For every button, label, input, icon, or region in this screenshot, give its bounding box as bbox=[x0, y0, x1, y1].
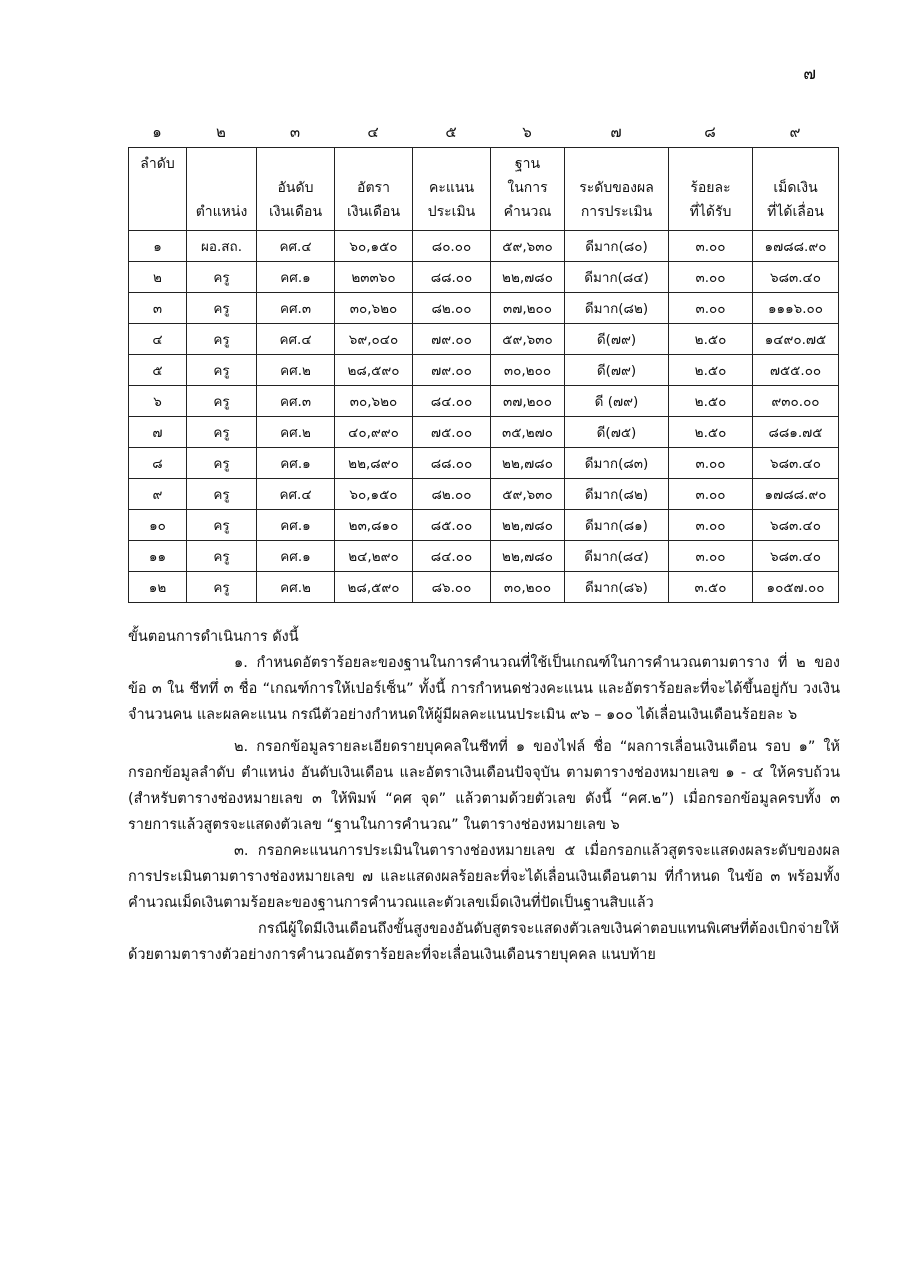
cell-amount: ๖๘๓.๔๐ bbox=[753, 510, 839, 541]
cell-amount: ๘๘๑.๗๕ bbox=[753, 417, 839, 448]
cell-base: ๒๒,๗๘๐ bbox=[491, 262, 565, 293]
cell-level: ดีมาก(๘๓) bbox=[565, 448, 669, 479]
cell-rank: คศ.๔ bbox=[257, 231, 335, 262]
cell-score: ๗๙.๐๐ bbox=[413, 355, 491, 386]
cell-base: ๕๙,๖๓๐ bbox=[491, 231, 565, 262]
cell-percent: ๒.๕๐ bbox=[669, 417, 753, 448]
cell-rank: คศ.๒ bbox=[257, 417, 335, 448]
cell-level: ดี(๗๙) bbox=[565, 324, 669, 355]
cell-no: ๕ bbox=[129, 355, 187, 386]
table-row bbox=[129, 324, 839, 355]
table-row bbox=[129, 293, 839, 324]
cell-no: ๓ bbox=[129, 293, 187, 324]
cell-amount: ๑๑๑๖.๐๐ bbox=[753, 293, 839, 324]
column-number: ๓ bbox=[289, 123, 301, 141]
column-number: ๘ bbox=[704, 123, 716, 141]
cell-position: ครู bbox=[187, 510, 257, 541]
cell-amount: ๙๓๐.๐๐ bbox=[753, 386, 839, 417]
cell-level: ดีมาก(๘๑) bbox=[565, 510, 669, 541]
table-row bbox=[129, 417, 839, 448]
cell-salary: ๒๔,๒๙๐ bbox=[335, 541, 413, 572]
instruction-step-1: ๑. กำหนดอัตราร้อยละของฐานในการคำนวณที่ใช้เป็นเกณฑ์ในการคำนวณตามตาราง ที่ ๒ ของข้อ ๓ ใน ชีททึ่ ๓ ชื่อ “เกณฑ์การให้เปอร์เซ็น” ทั้งนี้ การกำหนดช่วงคะแนน และอัตราร้อยละที่จะได้ขึ้นอยู่กับ วงเงิน จำนวนคน และผลคะแนน กรณีตัวอย่างกำหนดให้ผู้มีผลคะแนนประเมิน ๙๖ – ๑๐๐ ได้เลื่อนเงินเดือนร้อยละ ๖ bbox=[128, 655, 840, 723]
cell-level: ดีมาก(๘๒) bbox=[565, 479, 669, 510]
cell-position: ครู bbox=[187, 572, 257, 603]
header-salary: อัตรา เงินเดือน bbox=[335, 148, 413, 231]
cell-salary: ๒๘,๕๙๐ bbox=[335, 572, 413, 603]
cell-no: ๑๑ bbox=[129, 541, 187, 572]
cell-percent: ๓.๐๐ bbox=[669, 293, 753, 324]
cell-level: ดีมาก(๘๒) bbox=[565, 293, 669, 324]
cell-percent: ๓.๐๐ bbox=[669, 262, 753, 293]
cell-salary: ๒๓,๘๑๐ bbox=[335, 510, 413, 541]
cell-amount: ๑๗๘๘.๙๐ bbox=[753, 231, 839, 262]
cell-no: ๒ bbox=[129, 262, 187, 293]
cell-level: ดี (๗๙) bbox=[565, 386, 669, 417]
cell-base: ๓๗,๒๐๐ bbox=[491, 293, 565, 324]
cell-score: ๘๘.๐๐ bbox=[413, 262, 491, 293]
header-no: ลำดับ bbox=[129, 148, 187, 231]
cell-position: ครู bbox=[187, 448, 257, 479]
cell-rank: คศ.๔ bbox=[257, 479, 335, 510]
cell-salary: ๒๒,๘๙๐ bbox=[335, 448, 413, 479]
cell-base: ๓๕,๒๗๐ bbox=[491, 417, 565, 448]
cell-score: ๘๕.๐๐ bbox=[413, 510, 491, 541]
header-amount: เม็ดเงิน ที่ได้เลื่อน bbox=[753, 148, 839, 231]
cell-position: ครู bbox=[187, 479, 257, 510]
cell-position: ครู bbox=[187, 324, 257, 355]
table-row bbox=[129, 231, 839, 262]
cell-base: ๕๙,๖๓๐ bbox=[491, 324, 565, 355]
cell-position: ครู bbox=[187, 355, 257, 386]
column-number: ๙ bbox=[789, 123, 801, 141]
cell-base: ๕๙,๖๓๐ bbox=[491, 479, 565, 510]
cell-score: ๗๕.๐๐ bbox=[413, 417, 491, 448]
cell-rank: คศ.๑ bbox=[257, 541, 335, 572]
header-score: คะแนน ประเมิน bbox=[413, 148, 491, 231]
cell-salary: ๔๐,๙๙๐ bbox=[335, 417, 413, 448]
cell-amount: ๖๘๓.๔๐ bbox=[753, 448, 839, 479]
table-row bbox=[129, 448, 839, 479]
cell-no: ๖ bbox=[129, 386, 187, 417]
cell-percent: ๓.๐๐ bbox=[669, 510, 753, 541]
cell-score: ๘๖.๐๐ bbox=[413, 572, 491, 603]
instructions bbox=[128, 624, 840, 968]
cell-salary: ๖๐,๑๕๐ bbox=[335, 479, 413, 510]
cell-score: ๗๙.๐๐ bbox=[413, 324, 491, 355]
cell-rank: คศ.๑ bbox=[257, 262, 335, 293]
header-percent: ร้อยละ ที่ได้รับ bbox=[669, 148, 753, 231]
cell-salary: ๓๐,๖๒๐ bbox=[335, 293, 413, 324]
instruction-note: กรณีผู้ใดมีเงินเดือนถึงขั้นสูงของอันดับสูตรจะแสดงตัวเลขเงินค่าตอบแทนพิเศษที่ต้องเบิกจ่ายให้ด้วยตามตารางตัวอย่างการคำนวณอัตราร้อยละที่จะเลื่อนเงินเดือนรายบุคคล แนบท้าย bbox=[128, 921, 840, 963]
column-number: ๑ bbox=[152, 123, 162, 141]
cell-no: ๘ bbox=[129, 448, 187, 479]
column-number: ๔ bbox=[367, 123, 379, 141]
cell-no: ๙ bbox=[129, 479, 187, 510]
cell-position: ผอ.สถ. bbox=[187, 231, 257, 262]
cell-base: ๓๗,๒๐๐ bbox=[491, 386, 565, 417]
cell-score: ๘๒.๐๐ bbox=[413, 293, 491, 324]
cell-percent: ๒.๕๐ bbox=[669, 324, 753, 355]
cell-base: ๒๒,๗๘๐ bbox=[491, 510, 565, 541]
cell-rank: คศ.๓ bbox=[257, 293, 335, 324]
cell-amount: ๑๔๙๐.๗๕ bbox=[753, 324, 839, 355]
cell-salary: ๒๓๓๖๐ bbox=[335, 262, 413, 293]
cell-level: ดีมาก(๘๔) bbox=[565, 262, 669, 293]
salary-table bbox=[128, 147, 839, 603]
table-row bbox=[129, 355, 839, 386]
table-body bbox=[129, 231, 839, 603]
cell-no: ๑๒ bbox=[129, 572, 187, 603]
cell-level: ดีมาก(๘๔) bbox=[565, 541, 669, 572]
table-header-row bbox=[129, 148, 839, 231]
cell-score: ๘๐.๐๐ bbox=[413, 231, 491, 262]
cell-rank: คศ.๓ bbox=[257, 386, 335, 417]
instructions-heading: ขั้นตอนการดำเนินการ ดังนี้ bbox=[128, 629, 299, 645]
cell-score: ๘๒.๐๐ bbox=[413, 479, 491, 510]
instruction-step-2: ๒. กรอกข้อมูลรายละเอียดรายบุคคลในชีทที่ ๑ ของไฟล์ ชื่อ “ผลการเลื่อนเงินเดือน รอบ ๑” ให้กรอกข้อมูลลำดับ ตำแหน่ง อันดับเงินเดือน และอัตราเงินเดือนปัจจุบัน ตามตารางช่องหมายเลข ๑ - ๔ ให้ครบถ้วน (สำหรับตารางช่องหมายเลข ๓ ให้พิมพ์ “คศ จุด” แล้วตามด้วยตัวเลข ดังนี้ “คศ.๒”) เมื่อกรอกข้อมูลครบทั้ง ๓ รายการแล้วสูตรจะแสดงตัวเลข “ฐานในการคำนวณ” ในตารางช่องหมายเลข ๖ bbox=[128, 739, 840, 833]
table-row bbox=[129, 572, 839, 603]
cell-percent: ๒.๕๐ bbox=[669, 355, 753, 386]
cell-percent: ๓.๐๐ bbox=[669, 479, 753, 510]
cell-salary: ๖๐,๑๕๐ bbox=[335, 231, 413, 262]
cell-base: ๓๐,๒๐๐ bbox=[491, 572, 565, 603]
cell-percent: ๓.๐๐ bbox=[669, 231, 753, 262]
cell-level: ดีมาก(๘๐) bbox=[565, 231, 669, 262]
cell-level: ดี(๗๙) bbox=[565, 355, 669, 386]
cell-score: ๘๔.๐๐ bbox=[413, 541, 491, 572]
cell-amount: ๑๗๘๘.๙๐ bbox=[753, 479, 839, 510]
cell-base: ๓๐,๒๐๐ bbox=[491, 355, 565, 386]
cell-salary: ๒๘,๕๙๐ bbox=[335, 355, 413, 386]
cell-score: ๘๔.๐๐ bbox=[413, 386, 491, 417]
cell-amount: ๑๐๕๗.๐๐ bbox=[753, 572, 839, 603]
table-row bbox=[129, 479, 839, 510]
cell-base: ๒๒,๗๘๐ bbox=[491, 448, 565, 479]
cell-percent: ๒.๕๐ bbox=[669, 386, 753, 417]
cell-no: ๑ bbox=[129, 231, 187, 262]
cell-percent: ๓.๕๐ bbox=[669, 572, 753, 603]
cell-no: ๑๐ bbox=[129, 510, 187, 541]
cell-position: ครู bbox=[187, 293, 257, 324]
cell-amount: ๖๘๓.๔๐ bbox=[753, 262, 839, 293]
cell-position: ครู bbox=[187, 262, 257, 293]
cell-amount: ๗๕๕.๐๐ bbox=[753, 355, 839, 386]
salary-table-container bbox=[128, 116, 838, 603]
cell-rank: คศ.๒ bbox=[257, 355, 335, 386]
column-number: ๒ bbox=[216, 123, 226, 141]
cell-base: ๒๒,๗๘๐ bbox=[491, 541, 565, 572]
column-number: ๖ bbox=[522, 123, 532, 141]
cell-rank: คศ.๒ bbox=[257, 572, 335, 603]
header-level: ระดับของผล การประเมิน bbox=[565, 148, 669, 231]
cell-rank: คศ.๔ bbox=[257, 324, 335, 355]
cell-rank: คศ.๑ bbox=[257, 510, 335, 541]
cell-score: ๘๘.๐๐ bbox=[413, 448, 491, 479]
cell-percent: ๓.๐๐ bbox=[669, 541, 753, 572]
header-position: ตำแหน่ง bbox=[187, 148, 257, 231]
header-rank: อันดับ เงินเดือน bbox=[257, 148, 335, 231]
column-number: ๗ bbox=[610, 123, 622, 141]
cell-salary: ๓๐,๖๒๐ bbox=[335, 386, 413, 417]
header-base: ฐาน ในการ คำนวณ bbox=[491, 148, 565, 231]
cell-position: ครู bbox=[187, 417, 257, 448]
cell-no: ๗ bbox=[129, 417, 187, 448]
cell-amount: ๖๘๓.๔๐ bbox=[753, 541, 839, 572]
cell-position: ครู bbox=[187, 386, 257, 417]
table-row bbox=[129, 386, 839, 417]
cell-level: ดี(๗๕) bbox=[565, 417, 669, 448]
instruction-step-3: ๓. กรอกคะแนนการประเมินในตารางช่องหมายเลข ๕ เมื่อกรอกแล้วสูตรจะแสดงผลระดับของผลการประเมินตามตารางช่องหมายเลข ๗ และแสดงผลร้อยละที่จะได้เลื่อนเงินเดือนตาม ที่กำหนด ในข้อ ๓ พร้อมทั้งคำนวณเม็ดเงินตามร้อยละของฐานการคำนวณและตัวเลขเม็ดเงินที่ปัดเป็นฐานสิบแล้ว bbox=[128, 843, 840, 911]
cell-rank: คศ.๑ bbox=[257, 448, 335, 479]
cell-no: ๔ bbox=[129, 324, 187, 355]
table-row bbox=[129, 510, 839, 541]
column-number-row bbox=[128, 116, 838, 147]
page-number: ๗ bbox=[803, 64, 816, 84]
table-row bbox=[129, 262, 839, 293]
cell-percent: ๓.๐๐ bbox=[669, 448, 753, 479]
cell-salary: ๖๙,๐๔๐ bbox=[335, 324, 413, 355]
cell-level: ดีมาก(๘๖) bbox=[565, 572, 669, 603]
column-number: ๕ bbox=[445, 123, 457, 141]
table-row bbox=[129, 541, 839, 572]
cell-position: ครู bbox=[187, 541, 257, 572]
